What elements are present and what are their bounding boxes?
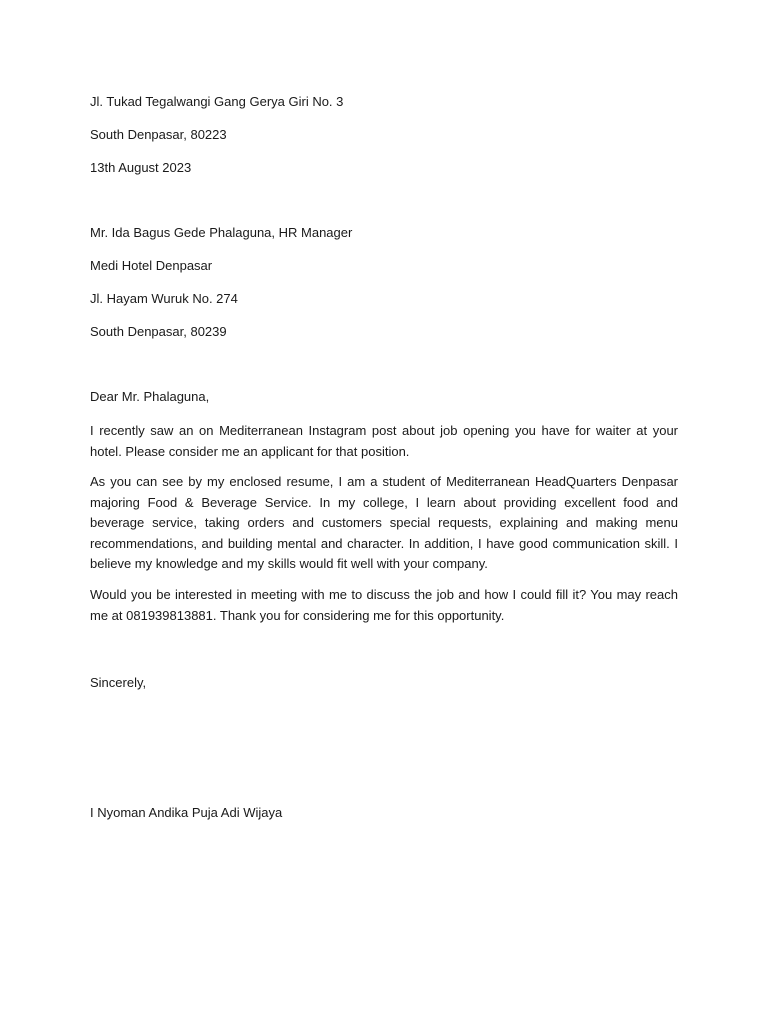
signature-name: I Nyoman Andika Puja Adi Wijaya — [90, 805, 283, 820]
salutation: Dear Mr. Phalaguna, — [90, 389, 210, 404]
sender-address: Jl. Tukad Tegalwangi Gang Gerya Giri No. 3 — [90, 94, 344, 109]
recipient-address: Jl. Hayam Wuruk No. 274 — [90, 291, 238, 306]
recipient-company: Medi Hotel Denpasar — [90, 258, 213, 273]
recipient-city: South Denpasar, 80239 — [90, 324, 227, 339]
sender-city: South Denpasar, 80223 — [90, 127, 227, 142]
recipient-name-title: Mr. Ida Bagus Gede Phalaguna, HR Manager — [90, 225, 353, 240]
closing: Sincerely, — [90, 675, 147, 690]
body-paragraph-2: As you can see by my enclosed resume, I am a student of Mediterranean HeadQuarters Denpasar majoring Food & Beverage Service. In my college, I learn about providing excellent food and beverage service, taking orders and customers special requests, explaining and making menu recommendations, and building mental and character. In addition, I have good communication skill. I believe my knowledge and my skills would fit well with your company. — [90, 474, 678, 571]
body-paragraph-1: I recently saw an on Mediterranean Instagram post about job opening you have for waiter at your hotel. Please consider me an applicant for that position. — [90, 423, 678, 459]
body-paragraph-3: Would you be interested in meeting with me to discuss the job and how I could fill it? You may reach me at 081939813881. Thank you for considering me for this opportunity. — [90, 587, 678, 623]
letter-date: 13th August 2023 — [90, 160, 192, 175]
